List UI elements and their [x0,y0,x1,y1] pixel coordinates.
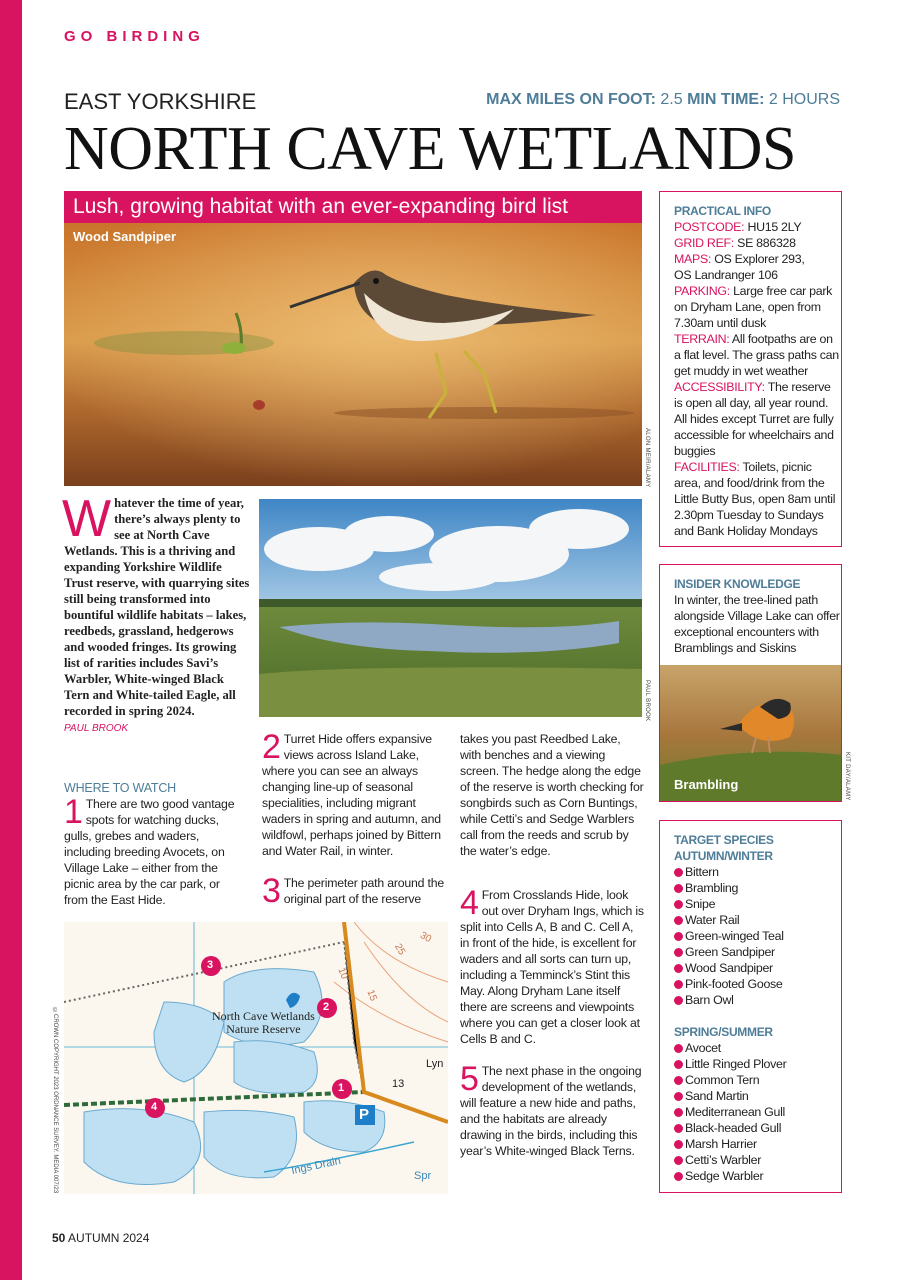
byline: PAUL BROOK [64,723,129,734]
terrain-label: TERRAIN: [674,332,730,346]
map-marker: 3 [207,959,214,971]
item-number: 3 [262,872,281,910]
time-label: MIN TIME: [687,91,765,108]
item-text: There are two good vantage spots for watching ducks, gulls, grebes and waders, including breeding Avocets, on Village Lake – either from the picnic area by the car park, or from the East Hide. [64,797,235,907]
species-item: Brambling [674,880,841,896]
parking-value: Large free car park on Dryham Lane, open from 7.30am until dusk [674,284,833,330]
map-contour-label: 10 [335,966,350,981]
insider-heading: INSIDER KNOWLEDGE [674,577,801,591]
maps-label: MAPS: [674,252,712,266]
page-title: NORTH CAVE WETLANDS [64,115,796,183]
page-spine-bar [0,0,22,1280]
issue-label: AUTUMN 2024 [68,1231,150,1245]
map-label-line1: North Cave Wetlands [212,1009,315,1023]
map-place-label: Lyn [426,1058,444,1070]
strapline: Lush, growing habitat with an ever-expanding bird list [64,191,642,223]
species-item: Green-winged Teal [674,928,841,944]
species-item: Sand Martin [674,1088,841,1104]
item-text: The next phase in the ongoing development of the wetlands, will feature a new hide and paths, and the habitats are already drawing in the birds, including this year’s White-winged Black Terns. [460,1064,642,1158]
item-text: The perimeter path around the original part of the reserve [283,876,445,906]
species-item: Black-headed Gull [674,1120,841,1136]
species-item: Water Rail [674,912,841,928]
gridref-value: SE 886328 [737,236,796,250]
postcode-value: HU15 2LY [747,220,802,234]
species-item: Mediterranean Gull [674,1104,841,1120]
map-label-line2: Nature Reserve [226,1022,301,1036]
autumn-species-list [674,864,841,1008]
map-contour-label: 15 [364,988,379,1003]
maps-value-2: OS Landranger 106 [674,268,778,282]
intro-text: hatever the time of year, there’s always plenty to see at North Cave Wetlands. This is a thriving and expanding Yorkshire Wildlife Trust reserve, with quarrying sites still being transformed into bountiful wildlife habitats – lakes, reedbeds, grassland, hedgerows and wooded fringes. Its growing list of rarities includes Savi’s Warbler, White-winged Black Tern and White-tailed Eagle, all recorded in spring 2024. [64,496,250,718]
section-label: GO BIRDING [64,28,205,45]
map-contour-label: 30 [417,929,434,946]
map-place-label: Spr [414,1170,432,1182]
terrain-value: All footpaths are on a flat level. The grass paths can get muddy in wet weather [674,332,839,378]
maps-value: OS Explorer 293, [714,252,805,266]
species-item: Wood Sandpiper [674,960,841,976]
facilities-value: Toilets, picnic area, and food/drink from the Little Butty Bus, open 8am until 2.30pm Tuesday to Sundays and Bank Holiday Mondays [674,460,836,538]
map-marker: 4 [151,1101,158,1113]
where-to-watch-col3 [460,731,644,1159]
item-number: 1 [64,793,83,831]
parking-label: PARKING: [674,284,730,298]
species-item: Pink-footed Goose [674,976,841,992]
wood-sandpiper-photo [64,223,642,486]
wetland-landscape-photo [259,499,642,717]
reserve-map [64,922,448,1194]
item-text: From Crosslands Hide, look out over Dryham Ings, which is split into Cells A, B and C. Cell A, in front of the hide, is excellent for waders and all sorts can turn up, including a Temminck’s Stint this May. Along Dryham Lane itself there are screens and viewpoints where you can get a closer look at Cells B and C. [460,888,644,1046]
photo-caption: Wood Sandpiper [73,229,177,244]
accessibility-label: ACCESSIBILITY: [674,380,765,394]
drop-cap: W [62,490,112,548]
species-item: Bittern [674,864,841,880]
map-road-label: Ings Drain [290,1154,342,1178]
species-item: Snipe [674,896,841,912]
photo-credit: ALON MEIR/ALAMY [644,428,650,488]
item-number: 5 [460,1060,479,1098]
target-subheading: AUTUMN/WINTER [674,849,773,863]
photo-caption: Brambling [674,777,739,792]
target-heading: TARGET SPECIES [674,833,774,847]
map-credit: ©CROWN COPYRIGHT 2023 ORDNANCE SURVEY. MEDIA 007/23 [52,1008,58,1194]
region-label: EAST YORKSHIRE [64,89,257,114]
species-item: Little Ringed Plover [674,1056,841,1072]
where-to-watch-col1 [64,780,244,908]
species-item: Green Sandpiper [674,944,841,960]
page-number: 50 [52,1231,66,1245]
time-value: 2 HOURS [768,91,840,108]
target-subheading: SPRING/SUMMER [674,1025,773,1039]
map-marker: 1 [338,1082,345,1094]
spring-species-list [674,1040,841,1184]
target-species-box [659,820,842,1193]
intro-paragraph [62,490,250,737]
item-text: takes you past Reedbed Lake, with benches and a viewing screen. The hedge along the edge of the reserve is worth checking for songbirds such as Corn Buntings, while Cetti’s and Sedge Warblers call from the reeds and scrub by the water’s edge. [460,732,644,858]
species-item: Barn Owl [674,992,841,1008]
accessibility-value: The reserve is open all day, all year round. All hides except Turret are fully accessible for wheelchairs and buggies [674,380,834,458]
map-label [212,1010,315,1036]
practical-info-box [659,191,842,547]
photo-credit: PAUL BROOK [644,680,650,722]
postcode-label: POSTCODE: [674,220,745,234]
where-to-watch-heading: WHERE TO WATCH [64,781,177,795]
species-item: Marsh Harrier [674,1136,841,1152]
photo-credit: KIT DAY/ALAMY [844,752,850,801]
species-item: Common Tern [674,1072,841,1088]
item-number: 4 [460,884,479,922]
species-item: Sedge Warbler [674,1168,841,1184]
gridref-label: GRID REF: [674,236,734,250]
map-contour-label: 25 [392,941,408,958]
parking-icon: P [359,1106,370,1123]
facilities-label: FACILITIES: [674,460,740,474]
insider-text: In winter, the tree-lined path alongside Village Lake can offer exceptional encounters with Bramblings and Siskins [674,593,840,655]
insider-knowledge-box [659,564,842,802]
page-folio [52,1231,149,1245]
map-marker: 2 [323,1001,330,1013]
practical-heading: PRACTICAL INFO [674,204,771,218]
item-text: Turret Hide offers expansive views across Island Lake, where you can see an always changing line-up of seasonal specialities, including migrant waders in spring and autumn, and wildfowl, perhaps joined by Bittern and Water Rail, in winter. [262,732,441,858]
miles-label: MAX MILES ON FOOT: [486,91,656,108]
walk-stats [486,91,840,109]
item-number: 2 [262,728,281,766]
brambling-photo [660,665,842,802]
miles-value: 2.5 [660,91,683,108]
map-road-number: 13 [392,1078,405,1090]
species-item: Cetti’s Warbler [674,1152,841,1168]
where-to-watch-col2 [262,728,448,910]
species-item: Avocet [674,1040,841,1056]
